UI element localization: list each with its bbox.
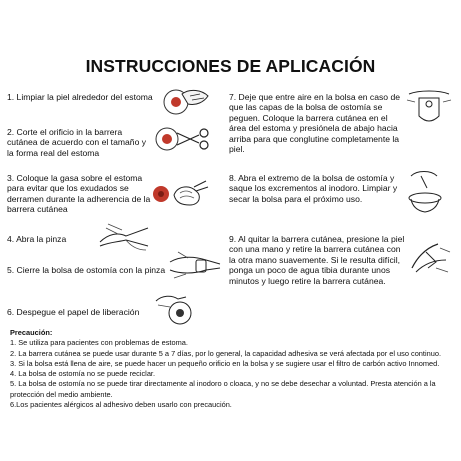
close-clamp-icon xyxy=(166,248,224,284)
step-2-text: 2. Corte el orificio in la barrera cutánea de acuerdo con el tamaño y la forma real del estoma xyxy=(7,127,147,158)
precaution-item-6: 6.Los pacientes alérgicos al adhesivo deben usarlo con precaución. xyxy=(10,400,232,410)
step-8-text: 8. Abra el extremo de la bolsa de ostomía y saque los excrementos al inodoro. Limpiar y secar la bolsa para el próximo uso. xyxy=(229,173,398,204)
hand-wipe-icon xyxy=(160,84,212,116)
toilet-empty-icon xyxy=(403,168,445,216)
precautions xyxy=(10,328,455,410)
scissors-cut-icon xyxy=(155,123,213,155)
gauze-stoma-icon xyxy=(150,177,212,211)
page-title: INSTRUCCIONES DE APLICACIÓN xyxy=(85,56,376,76)
precaution-item-3: 3. Si la bolsa está llena de aire, se puede hacer un pequeño orificio en la bolsa y se sugiere usar el filtro de carbón activo Innomed. xyxy=(10,358,440,368)
precaution-item-1: 1. Se utiliza para pacientes con problemas de estoma. xyxy=(10,338,188,348)
precaution-item-2: 2. La barrera cutánea se puede usar durante 5 a 7 días, por lo general, la capacidad adhesiva se verá afectada por el uso continuo. xyxy=(10,348,441,358)
precaution-item-5: 5. La bolsa de ostomía no se puede tirar directamente al inodoro o cloaca, y no se debe desechar a voluntad. Presta atención a la protección del medio ambiente. xyxy=(10,379,438,399)
step-3-text: 3. Coloque la gasa sobre el estoma para evitar que los exudados se derramen durante la adherencia de la barrera cutánea xyxy=(7,173,151,215)
step-6-text: 6. Despegue el papel de liberación xyxy=(7,307,140,317)
step-5-text: 5. Cierre la bolsa de ostomía con la pinza xyxy=(7,265,166,275)
step-1-text: 1. Limpiar la piel alrededor del estoma xyxy=(7,92,153,102)
step-9-text: 9. Al quitar la barrera cutánea, presione la piel con una mano y retire la barrera cutánea con la otra mano suavemente. Si le resulta difícil, ponga un poco de agua tibia durante unos minutos y luego retire la barrera cutánea. xyxy=(229,234,405,286)
step-4-text: 4. Abra la pinza xyxy=(7,234,67,244)
remove-barrier-icon xyxy=(406,238,454,278)
peel-paper-icon xyxy=(152,291,196,327)
open-clamp-icon xyxy=(96,220,152,254)
precaution-item-4: 4. La bolsa de ostomía no se puede reciclar. xyxy=(10,369,156,379)
precautions-title: Precaución: xyxy=(10,328,53,337)
apply-bag-icon xyxy=(405,88,453,128)
step-7-text: 7. Deje que entre aire en la bolsa en caso de que las capas de la bolsa de ostomía se peguen. Coloque la barrera cutánea en el área del estoma y presiónela de abajo hacia arriba para que conglutine completamente la piel. xyxy=(229,92,401,155)
